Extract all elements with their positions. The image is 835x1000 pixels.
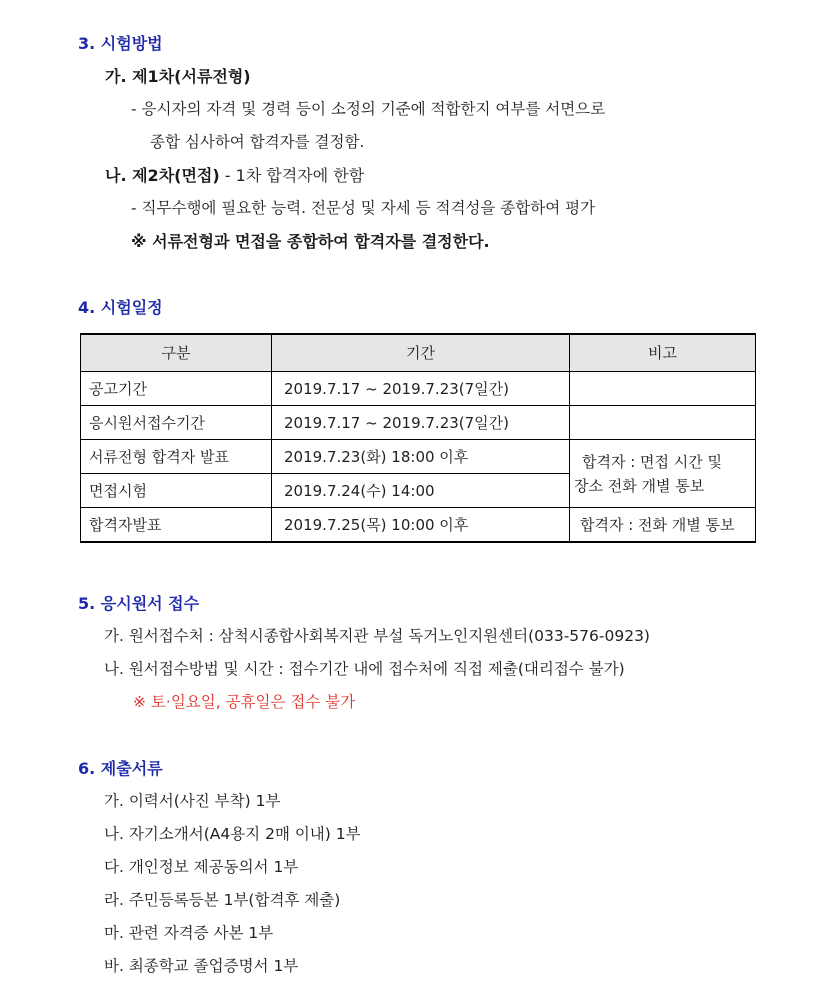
table-cell-period: 2019.7.17 ~ 2019.7.23(7일간) xyxy=(272,372,570,406)
table-cell-period: 2019.7.24(수) 14:00 xyxy=(272,474,570,508)
table-cell-note: 합격자 : 전화 개별 통보 xyxy=(570,508,756,543)
table-header-category: 구분 xyxy=(81,334,272,372)
section3-remark: ※ 서류전형과 면접을 종합하여 합격자를 결정한다. xyxy=(131,232,490,251)
section3-item-b xyxy=(105,168,364,184)
table-cell-period: 2019.7.17 ~ 2019.7.23(7일간) xyxy=(272,406,570,440)
section3-item-b-label: 나. 제2차(면접) xyxy=(105,166,220,185)
list-item: 바. 최종학교 졸업증명서 1부 xyxy=(104,957,299,975)
section3-title: 3. 시험방법 xyxy=(78,34,163,53)
table-cell-category: 서류전형 합격자 발표 xyxy=(81,440,272,474)
section6-title: 6. 제출서류 xyxy=(78,759,163,778)
section5-remark: ※ 토·일요일, 공휴일은 접수 불가 xyxy=(133,693,356,711)
section3-item-a-label: 가. 제1차(서류전형) xyxy=(105,67,251,86)
list-item: 가. 이력서(사진 부착) 1부 xyxy=(104,792,281,810)
table-header-note: 비고 xyxy=(570,334,756,372)
table-row xyxy=(81,508,756,543)
table-cell-category: 면접시험 xyxy=(81,474,272,508)
table-row xyxy=(81,406,756,440)
list-item: 라. 주민등록등본 1부(합격후 제출) xyxy=(104,891,341,909)
section3-item-b-desc: - 직무수행에 필요한 능력. 전문성 및 자세 등 적격성을 종합하여 평가 xyxy=(131,199,596,217)
section5-title: 5. 응시원서 접수 xyxy=(78,594,200,613)
table-row xyxy=(81,372,756,406)
table-cell-note xyxy=(570,372,756,406)
list-item: 마. 관련 자격증 사본 1부 xyxy=(104,924,274,942)
table-cell-category: 공고기간 xyxy=(81,372,272,406)
table-header-period: 기간 xyxy=(272,334,570,372)
table-cell-note xyxy=(570,406,756,440)
section3-item-a-desc-2: 종합 심사하여 합격자를 결정함. xyxy=(150,133,365,151)
section5-item-b: 나. 원서접수방법 및 시간 : 접수기간 내에 접수처에 직접 제출(대리접수 불가) xyxy=(104,660,625,678)
table-row xyxy=(81,440,756,474)
section3-item-a-desc-1: - 응시자의 자격 및 경력 등이 소정의 기준에 적합한지 여부를 서면으로 xyxy=(131,100,606,118)
list-item: 나. 자기소개서(A4용지 2매 이내) 1부 xyxy=(104,825,361,843)
table-cell-category: 응시원서접수기간 xyxy=(81,406,272,440)
table-cell-note-merged xyxy=(570,440,756,508)
section5-item-a: 가. 원서접수처 : 삼척시종합사회복지관 부설 독거노인지원센터(033-576-0923) xyxy=(104,627,650,645)
table-cell-period: 2019.7.23(화) 18:00 이후 xyxy=(272,440,570,474)
schedule-table xyxy=(80,333,756,543)
table-header-row xyxy=(81,334,756,372)
table-cell-period: 2019.7.25(목) 10:00 이후 xyxy=(272,508,570,543)
list-item: 다. 개인정보 제공동의서 1부 xyxy=(104,858,299,876)
table-cell-category: 합격자발표 xyxy=(81,508,272,543)
section3-item-b-note: - 1차 합격자에 한함 xyxy=(219,166,365,185)
section4-title: 4. 시험일정 xyxy=(78,298,163,317)
note-line-2: 장소 전화 개별 통보 xyxy=(574,476,705,495)
note-line-1: 합격자 : 면접 시간 및 xyxy=(582,452,723,471)
